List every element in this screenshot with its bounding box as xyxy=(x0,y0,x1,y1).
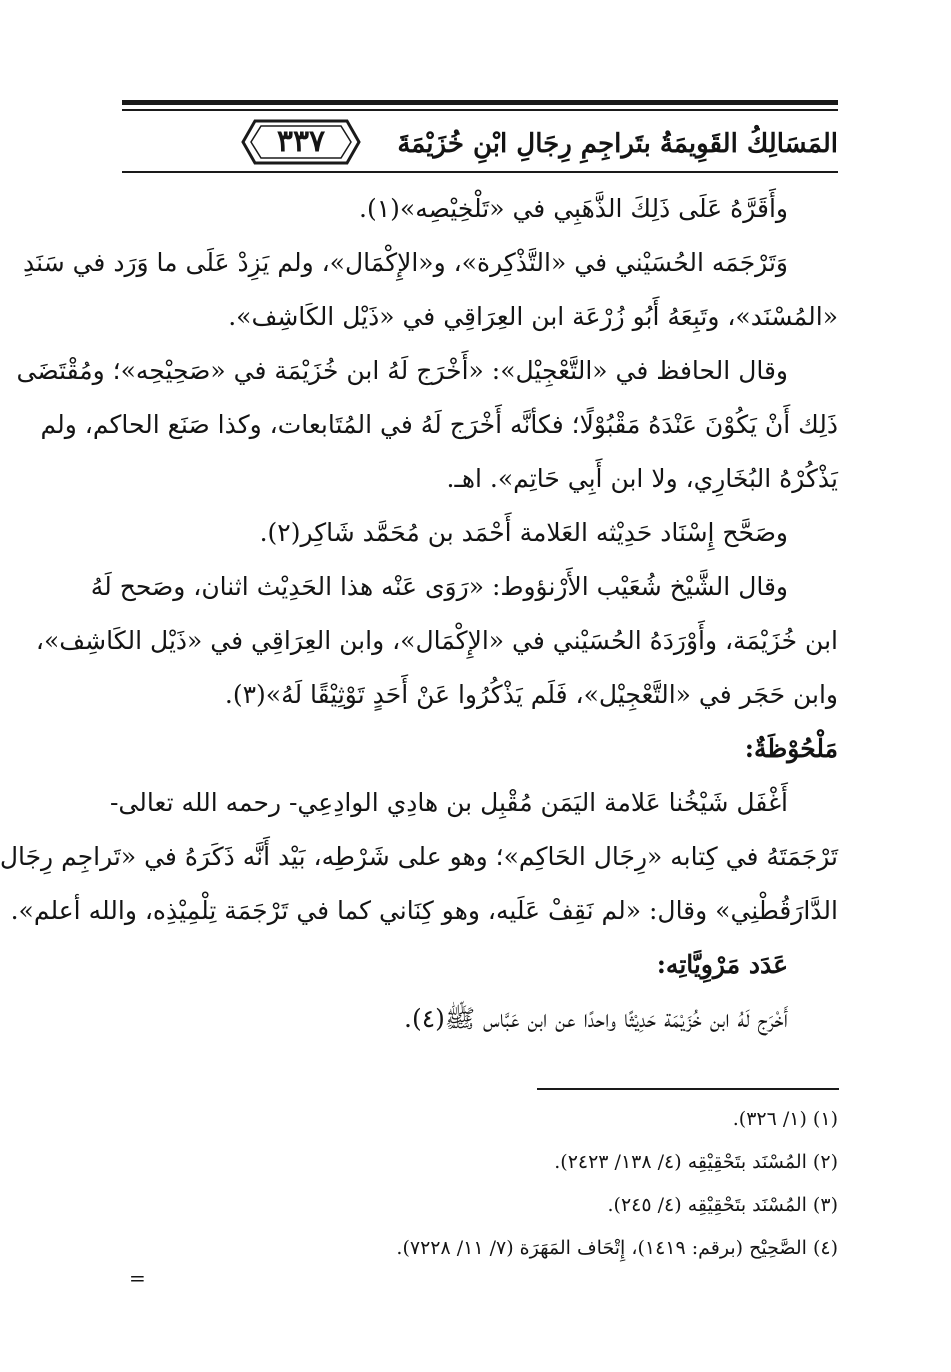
paragraph-line: يَذْكُرْهُ البُخَارِي، ولا ابن أَبِي حَاتِم». اهـ. xyxy=(446,464,838,493)
paragraph-line: وقال الحافظ في «التَّعْجِيْل»: «أَخْرَج لَهُ ابن خُزَيْمَة في «صَحِيْحِه»؛ ومُقْتَضَى xyxy=(16,356,788,385)
header-rule-thin xyxy=(122,109,838,111)
paragraph-line: ابن خُزَيْمَة، وأَوْرَدَهُ الحُسَيْني في «الإِكْمَال»، وابن العِرَاقِي في «ذَيْل الكَاشِف»، xyxy=(35,626,838,655)
note-line: الدَّارَقُطْنِي» وقال: «لم نَقِفْ عَلَيه، وهو كِنَاني كما في تَرْجَمَة تِلْمِيْذِه، والله أعلم». xyxy=(10,896,838,925)
header-rule-thick xyxy=(122,100,838,105)
footnote-separator xyxy=(537,1088,839,1090)
paragraph-line: وصَحَّح إِسْنَاد حَدِيْثه العَلامة أَحْمَد بن مُحَمَّد شَاكِر(٢). xyxy=(259,518,788,547)
page-number-badge xyxy=(241,117,361,167)
note-line: تَرْجَمَتَهُ في كِتابه «رِجَال الحَاكِم»؛ وهو على شَرْطِه، بَيْد أَنَّه ذَكَرَهُ في «تَراجِم رِجَال xyxy=(0,842,838,871)
final-line: أَخْرَج لَهُ ابن خُزَيْمَة حَدِيْثًا واحدًا عن ابن عَبَّاس ﷺ(٤). xyxy=(404,1004,788,1033)
paragraph-line: وابن حَجَر في «التَّعْجِيْل»، فَلَم يَذْكُرُوا عَنْ أَحَدٍ تَوْثِيْقًا لَهُ»(٣). xyxy=(224,680,838,709)
footnote: (٤) الصَّحِيْح (برقم: ١٤١٩)، إِتْحَاف المَهَرَة (٧/ ١١/ ٧٢٢٨). xyxy=(396,1237,838,1259)
footnotes xyxy=(122,1098,838,1270)
page-number: ٣٣٧ xyxy=(276,124,326,159)
header-rule-bottom xyxy=(122,171,838,173)
paragraph-line: ذَلِك أَنْ يَكُوْنَ عَنْدَهُ مَقْبُوْلًا؛ فكأنَّه أَخْرَج لَهُ في المُتَابعات، وكذا صَنَع الحاكم، ولم xyxy=(40,410,838,439)
paragraph-line: وقال الشَّيْخ شُعَيْب الأَرْنؤوط: «رَوَى عَنْه هذا الحَدِيْث اثنان، وصَحح لَهُ xyxy=(90,572,788,601)
footnote: (١) (١/ ٣٢٦). xyxy=(732,1108,838,1130)
note-heading: مَلْحُوْظَةٌ: xyxy=(744,734,838,763)
continuation-mark: = xyxy=(129,1266,146,1290)
footnote: (٣) المُسْنَد بتَحْقِيْقِه (٤/ ٢٤٥). xyxy=(607,1194,838,1216)
footnote: (٢) المُسْنَد بتَحْقِيْقِه (٤/ ١٣٨/ ٢٤٢٣). xyxy=(554,1151,838,1173)
running-title: المَسَالِكُ القَوِيمَةُ بتَراجِمِ رِجَالِ ابْنِ خُزَيْمَةَ xyxy=(397,129,838,159)
paragraph-line: «المُسْنَد»، وتَبِعَهُ أَبُو زُرْعَة ابن العِرَاقِي في «ذَيْل الكَاشِف». xyxy=(228,302,838,331)
note-line: أَغْفَل شَيْخُنا عَلامة اليَمَن مُقْبِل بن هادِي الوادِعِي- رحمه الله تعالى- xyxy=(109,788,788,817)
paragraph-line: وَتَرْجَمَه الحُسَيْني في «التَّذْكِرة»، و«الإِكْمَال»، ولم يَزِدْ عَلَى ما وَرَد في سَنَدِ xyxy=(23,248,788,277)
main-text xyxy=(0,182,838,1046)
narrations-heading: عَدَد مَرْوِيَّاتِه: xyxy=(656,950,788,979)
paragraph-line: وأَقَرَّهُ عَلَى ذَلِكَ الذَّهَبِي في «تَلْخِيْصِه»(١). xyxy=(359,194,788,223)
